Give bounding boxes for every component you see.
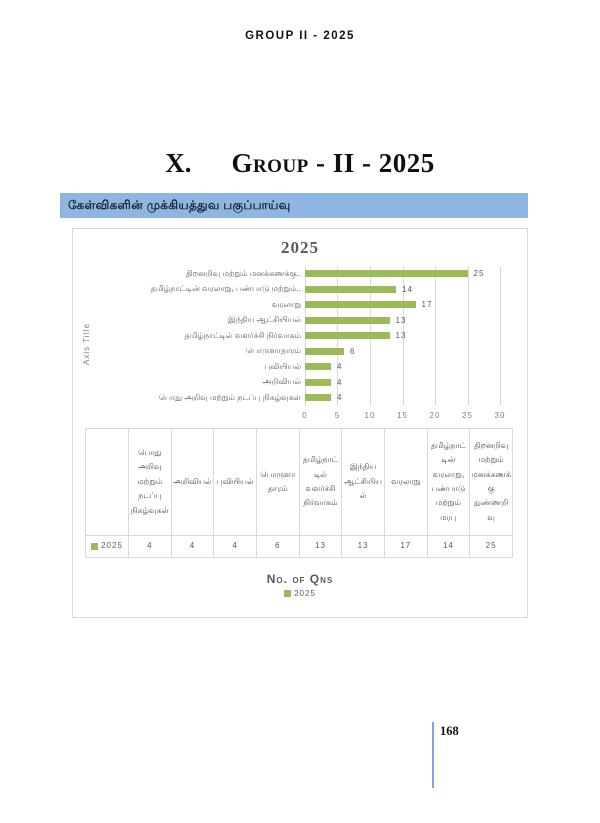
category-label: வரலாறு — [271, 299, 301, 309]
bar — [305, 270, 468, 277]
table-legend-cell: 2025 — [86, 536, 129, 558]
table-value-cell: 4 — [214, 536, 257, 558]
bar-value-label: 4 — [337, 362, 343, 372]
bar-track — [305, 269, 500, 278]
table-value-cell: 6 — [256, 536, 299, 558]
x-tick-label: 10 — [364, 410, 376, 420]
bar-track — [305, 316, 500, 325]
bar-value-label: 17 — [421, 300, 433, 310]
bar-track — [305, 331, 500, 340]
chart-row — [99, 375, 523, 391]
x-tick-label: 0 — [302, 410, 308, 420]
legend-label: 2025 — [294, 589, 316, 598]
bar-track — [305, 300, 500, 309]
table-header-cell: தமிழ்நாட்டின் வரலாறு, பண்பாடு மற்றும் மரபு — [427, 429, 470, 536]
legend-swatch-icon — [284, 590, 291, 597]
table-header-cell: அறிவியல் — [171, 429, 214, 536]
chart-title: 2025 — [281, 238, 319, 257]
category-label: இந்திய ஆட்சியியல் — [227, 315, 301, 325]
table-legend-swatch-icon — [91, 543, 98, 550]
title-text: Group - II - 2025 — [231, 148, 435, 178]
bar — [305, 379, 331, 386]
table-header-cell: வரலாறு — [384, 429, 427, 536]
table-header-cell: பொது அறிவு மற்றும் நடப்பு நிகழ்வுகள் — [129, 429, 172, 536]
plot-main — [99, 266, 523, 422]
bar-value-label: 6 — [350, 346, 356, 356]
bar — [305, 394, 331, 401]
category-label: திறனறிவு மற்றும் மனக்கணக்கு.. — [186, 268, 301, 278]
x-axis — [302, 406, 506, 422]
x-tick-label: 20 — [429, 410, 441, 420]
x-axis-label: No. of Qns — [266, 572, 334, 586]
category-label: தமிழ்நாட்டின் வரலாறு, பண்பாடு மற்றும்.. — [150, 284, 301, 294]
bar-value-label: 13 — [395, 315, 407, 325]
x-tick-label: 25 — [462, 410, 473, 420]
table-value-cell: 4 — [171, 536, 214, 558]
x-tick-label: 15 — [397, 410, 408, 420]
bar-value-label: 4 — [337, 393, 343, 403]
table-value-cell: 13 — [342, 536, 385, 558]
table-value-cell: 17 — [384, 536, 427, 558]
category-label: அறிவியல் — [262, 377, 301, 387]
chart-row — [99, 390, 523, 406]
x-tick-label: 5 — [334, 410, 341, 420]
bar-value-label: 4 — [337, 377, 343, 387]
bar-value-label: 14 — [402, 284, 413, 294]
data-table — [85, 428, 513, 558]
table-header-cell: திறனறிவு மற்றும் மனக்கணக்கு நுண்ணறிவு — [470, 429, 513, 536]
category-label: தமிழ்நாட்டில் வளர்ச்சி நிர்வாகம் — [184, 330, 301, 340]
bar-value-label: 13 — [395, 331, 407, 341]
bar-rows — [99, 266, 523, 406]
chart-row — [99, 359, 523, 375]
bar-track — [305, 285, 500, 294]
table-value-cell: 25 — [470, 536, 513, 558]
chart-row — [99, 297, 523, 313]
bar — [305, 301, 416, 308]
table-header-cell: பொருளாதாரம் — [256, 429, 299, 536]
chart-legend — [73, 589, 527, 598]
table-value-cell: 13 — [299, 536, 342, 558]
category-label: பொது அறிவு மற்றும் நடப்பு நிகழ்வுகள் — [158, 392, 301, 402]
chart-row — [99, 328, 523, 344]
y-axis-title — [73, 266, 99, 422]
bar-track — [305, 378, 500, 387]
page-title — [0, 148, 600, 179]
bar-track — [305, 362, 500, 371]
bar — [305, 286, 396, 293]
chart-row — [99, 313, 523, 329]
chart-row — [99, 344, 523, 360]
plot-area — [73, 266, 527, 422]
bar — [305, 363, 331, 370]
bar-track — [305, 393, 500, 402]
chart-row — [99, 282, 523, 298]
x-tick-label: 30 — [494, 410, 506, 420]
bar — [305, 348, 344, 355]
chart-row — [99, 266, 523, 282]
table-value-cell: 14 — [427, 536, 470, 558]
bar — [305, 317, 390, 324]
table-corner-cell — [86, 429, 129, 536]
table-header-cell: புவியியல் — [214, 429, 257, 536]
title-number: X. — [165, 148, 192, 178]
running-header: GROUP II - 2025 — [245, 30, 355, 42]
footer-rule — [432, 722, 434, 788]
table-header-cell: இந்திய ஆட்சியியல் — [342, 429, 385, 536]
bar — [305, 332, 390, 339]
page-number: 168 — [440, 724, 459, 738]
bar-value-label: 25 — [473, 269, 485, 279]
section-banner: கேள்விகளின் முக்கியத்துவ பகுப்பாய்வு — [60, 193, 528, 218]
category-label: புவியியல் — [264, 361, 301, 371]
table-value-cell: 4 — [129, 536, 172, 558]
y-axis-title-text: Axis Title — [81, 322, 91, 365]
page-footer — [432, 722, 459, 788]
chart-container — [72, 228, 528, 618]
bar-track — [305, 347, 500, 356]
table-header-cell: தமிழ்நாட்டில் வளர்ச்சி நிர்வாகம் — [299, 429, 342, 536]
category-label: பொருளாதாரம் — [245, 346, 301, 356]
